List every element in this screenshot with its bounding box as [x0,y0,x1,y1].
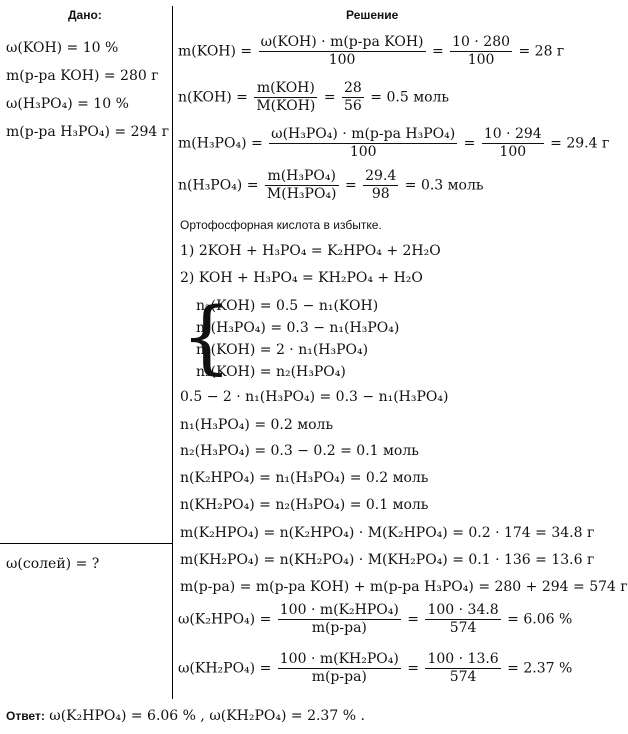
given-find-divider [0,543,172,544]
fraction: $\frac{\text{ω(KOH) · m(р-ра KOH)}}{100}$ [260,34,424,68]
system-eq-4: n₂(KOH) = n₂(H₃PO₄) [196,364,346,380]
fraction: $\frac{28}{56}$ [344,80,362,114]
calc-m-koh: m(KOH) = $\frac{\text{ω(KOH) · m(р-ра KOH)}}{100}$ = $\frac{10 \cdot 280}{100}$ = 28 г [178,34,565,68]
reaction-1: 1) 2KOH + H₃PO₄ = K₂HPO₄ + 2H₂O [180,243,441,259]
excess-note: Ортофосфорная кислота в избытке. [180,218,382,232]
given-line-4: m(р-ра H₃PO₄) = 294 г [6,124,170,140]
given-line-3: ω(H₃PO₄) = 10 % [6,96,129,112]
fraction: $\frac{\text{100 · m(KH₂PO₄)}}{m(р-ра)}$ [279,651,399,685]
fraction: $\frac{10 \cdot 294}{100}$ [483,126,542,160]
lhs: m(KOH) = [178,43,253,60]
calc-n-h3po4: n(H₃PO₄) = $\frac{\text{m(H₃PO₄)}}{\text{M(H₃PO₄)}}$ = $\frac{29.4}{98}$ = 0.3 моль [178,168,484,202]
step-2: n₁(H₃PO₄) = 0.2 моль [180,417,334,433]
column-divider [172,6,173,699]
answer-text: ω(K₂HPO₄) = 6.06 % , ω(KH₂PO₄) = 2.37 % . [49,708,365,724]
fraction: $\frac{\text{m(KOH)}}{\text{M(KOH)}}$ [256,80,316,114]
fraction: $\frac{10 \cdot 280}{100}$ [452,34,511,68]
step-7: m(KH₂PO₄) = n(KH₂PO₄) · M(KH₂PO₄) = 0.1 · 136 = 13.6 г [180,552,595,568]
find-line: ω(солей) = ? [6,556,100,572]
system-eq-3: n₁(KOH) = 2 · n₁(H₃PO₄) [196,342,369,358]
step-6: m(K₂HPO₄) = n(K₂HPO₄) · M(K₂HPO₄) = 0.2 · 174 = 34.8 г [180,525,595,541]
step-4: n(K₂HPO₄) = n₁(H₃PO₄) = 0.2 моль [180,470,429,486]
result: = 28 г [518,43,565,60]
fraction: $\frac{\text{ω(H₃PO₄) · m(р-ра H₃PO₄)}}{100}$ [271,126,456,160]
solution-header: Решение [346,8,399,22]
answer-line [6,708,365,724]
fraction: $\frac{\text{100 · m(K₂HPO₄)}}{m(р-ра)}$ [279,602,399,636]
system-brace: { [181,290,232,383]
system-eq-2: n₂(H₃PO₄) = 0.3 − n₁(H₃PO₄) [196,320,400,336]
calc-n-koh: n(KOH) = $\frac{\text{m(KOH)}}{\text{M(KOH)}}$ = $\frac{28}{56}$ = 0.5 моль [178,80,450,114]
calc-w-k2hpo4: ω(K₂HPO₄) = $\frac{\text{100 · m(K₂HPO₄)}}{m(р-ра)}$ = $\frac{100 \cdot 34.8}{574}$ = 6.06 % [178,602,573,636]
answer-label: Ответ: [6,709,45,723]
given-header: Дано: [68,8,102,22]
calc-m-h3po4: m(H₃PO₄) = $\frac{\text{ω(H₃PO₄) · m(р-ра H₃PO₄)}}{100}$ = $\frac{10 \cdot 294}{100}$ = 29.4 г [178,126,610,160]
fraction: $\frac{\text{m(H₃PO₄)}}{\text{M(H₃PO₄)}}$ [266,168,337,202]
fraction: $\frac{100 \cdot 13.6}{574}$ [427,651,499,685]
given-line-2: m(р-ра KOH) = 280 г [6,68,159,84]
fraction: $\frac{100 \cdot 34.8}{574}$ [427,602,499,636]
reaction-2: 2) KOH + H₃PO₄ = KH₂PO₄ + H₂O [180,270,423,286]
given-line-1: ω(KOH) = 10 % [6,40,119,56]
calc-w-kh2po4: ω(KH₂PO₄) = $\frac{\text{100 · m(KH₂PO₄)}}{m(р-ра)}$ = $\frac{100 \cdot 13.6}{574}$ = 2.37 % [178,651,573,685]
step-5: n(KH₂PO₄) = n₂(H₃PO₄) = 0.1 моль [180,497,429,513]
system-eq-1: n₂(KOH) = 0.5 − n₁(KOH) [196,298,379,314]
step-8: m(р-ра) = m(р-ра KOH) + m(р-ра H₃PO₄) = 280 + 294 = 574 г [180,579,628,595]
step-3: n₂(H₃PO₄) = 0.3 − 0.2 = 0.1 моль [180,443,419,459]
fraction: $\frac{29.4}{98}$ [365,168,397,202]
step-1: 0.5 − 2 · n₁(H₃PO₄) = 0.3 − n₁(H₃PO₄) [180,389,449,405]
